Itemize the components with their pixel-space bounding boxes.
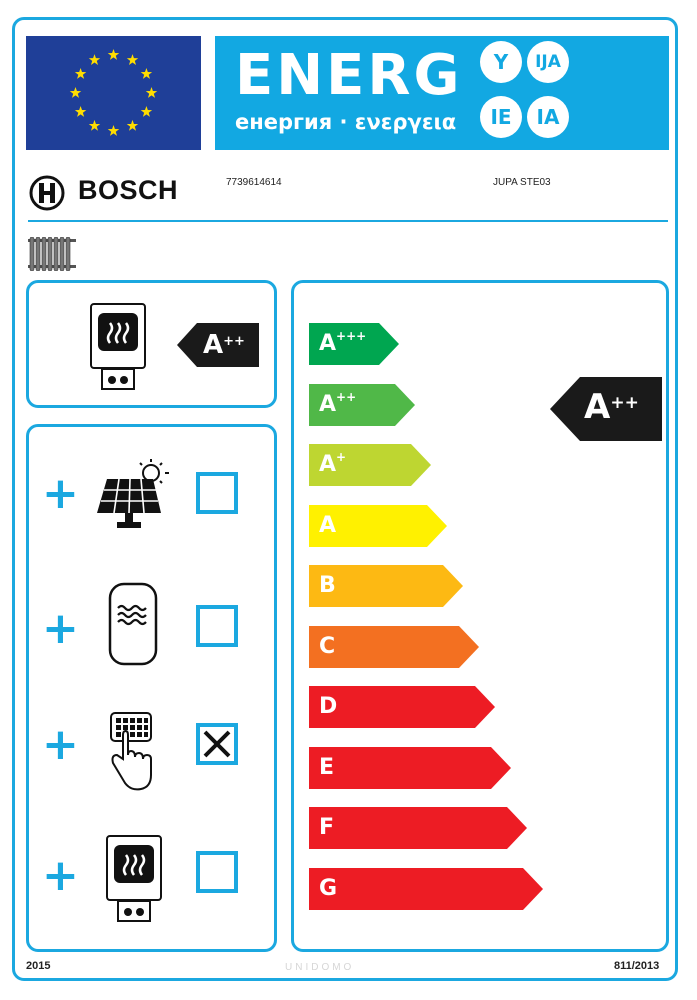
temperature-control-icon (109, 711, 155, 793)
scale-class-label: G (319, 875, 338, 901)
scale-class-9 (309, 807, 527, 849)
footer-year: 2015 (26, 960, 51, 972)
suffix-ie: IE (480, 96, 522, 138)
scale-class-4 (309, 505, 447, 547)
eu-star (108, 125, 119, 136)
energy-subtitle: енергия · ενεργεια (235, 110, 457, 134)
suffix-ia: IA (527, 96, 569, 138)
checked-x-icon (200, 727, 234, 761)
eu-star (141, 106, 152, 117)
plus-sign: + (42, 468, 79, 519)
eu-star (75, 106, 86, 117)
scale-class-8 (309, 747, 511, 789)
eu-star (89, 120, 100, 131)
product-class-panel (26, 280, 277, 408)
eu-star (127, 120, 138, 131)
eu-star (108, 49, 119, 60)
watermark: UNIDOMO (285, 962, 355, 973)
plus-sign: + (42, 603, 79, 654)
brand-name: BOSCH (78, 175, 179, 205)
energy-header (215, 36, 669, 150)
scale-class-1 (309, 323, 399, 365)
scale-arrow-shape (309, 868, 543, 910)
eu-star (141, 68, 152, 79)
temperature-control-checkbox[interactable] (196, 723, 238, 765)
scale-arrow-shape (309, 807, 527, 849)
scale-class-label: A++ (319, 389, 357, 417)
scale-class-label: F (319, 815, 335, 840)
plus-sign: + (42, 850, 79, 901)
hot-water-tank-checkbox[interactable] (196, 605, 238, 647)
bosch-armature-icon (28, 173, 70, 213)
heater-appliance-icon (90, 303, 146, 391)
eu-stars-icon (26, 36, 201, 150)
model-name: JUPA STE03 (493, 177, 551, 188)
product-class-tag (177, 323, 259, 367)
solar-collector-checkbox[interactable] (196, 472, 238, 514)
model-id: 7739614614 (226, 177, 282, 188)
eu-star (146, 87, 157, 98)
scale-class-2 (309, 384, 415, 426)
package-components-panel (26, 424, 277, 952)
eu-flag (26, 36, 201, 150)
eu-star (127, 54, 138, 65)
scale-class-label: B (319, 573, 336, 598)
solar-collector-icon (95, 459, 177, 531)
scale-class-label: A+ (319, 450, 347, 477)
scale-class-5 (309, 565, 463, 607)
supplementary-heater-checkbox[interactable] (196, 851, 238, 893)
divider (28, 220, 668, 222)
scale-class-label: C (319, 633, 336, 659)
package-class-label: A++ (584, 387, 639, 427)
package-class-tag (550, 377, 662, 441)
eu-star (89, 54, 100, 65)
suffix-ija: IJA (527, 41, 569, 83)
brand-logo (28, 173, 179, 213)
footer-regulation: 811/2013 (614, 960, 660, 972)
eu-star (70, 87, 81, 98)
scale-class-label: A (319, 512, 337, 538)
scale-class-3 (309, 444, 431, 486)
scale-arrow-shape (309, 747, 511, 789)
energy-scale-panel (291, 280, 669, 952)
scale-class-label: D (319, 694, 338, 719)
supplementary-heater-icon (106, 835, 162, 925)
energy-title: ENERG (235, 43, 463, 108)
suffix-y: Y (480, 41, 522, 83)
scale-class-6 (309, 626, 479, 668)
hot-water-tank-icon (108, 582, 158, 666)
scale-class-10 (309, 868, 543, 910)
scale-class-7 (309, 686, 495, 728)
plus-sign: + (42, 719, 79, 770)
radiator-icon (28, 237, 76, 271)
eu-star (75, 68, 86, 79)
scale-class-label: E (319, 754, 335, 780)
scale-class-label: A+++ (319, 329, 367, 356)
product-class-label: A++ (203, 330, 245, 360)
